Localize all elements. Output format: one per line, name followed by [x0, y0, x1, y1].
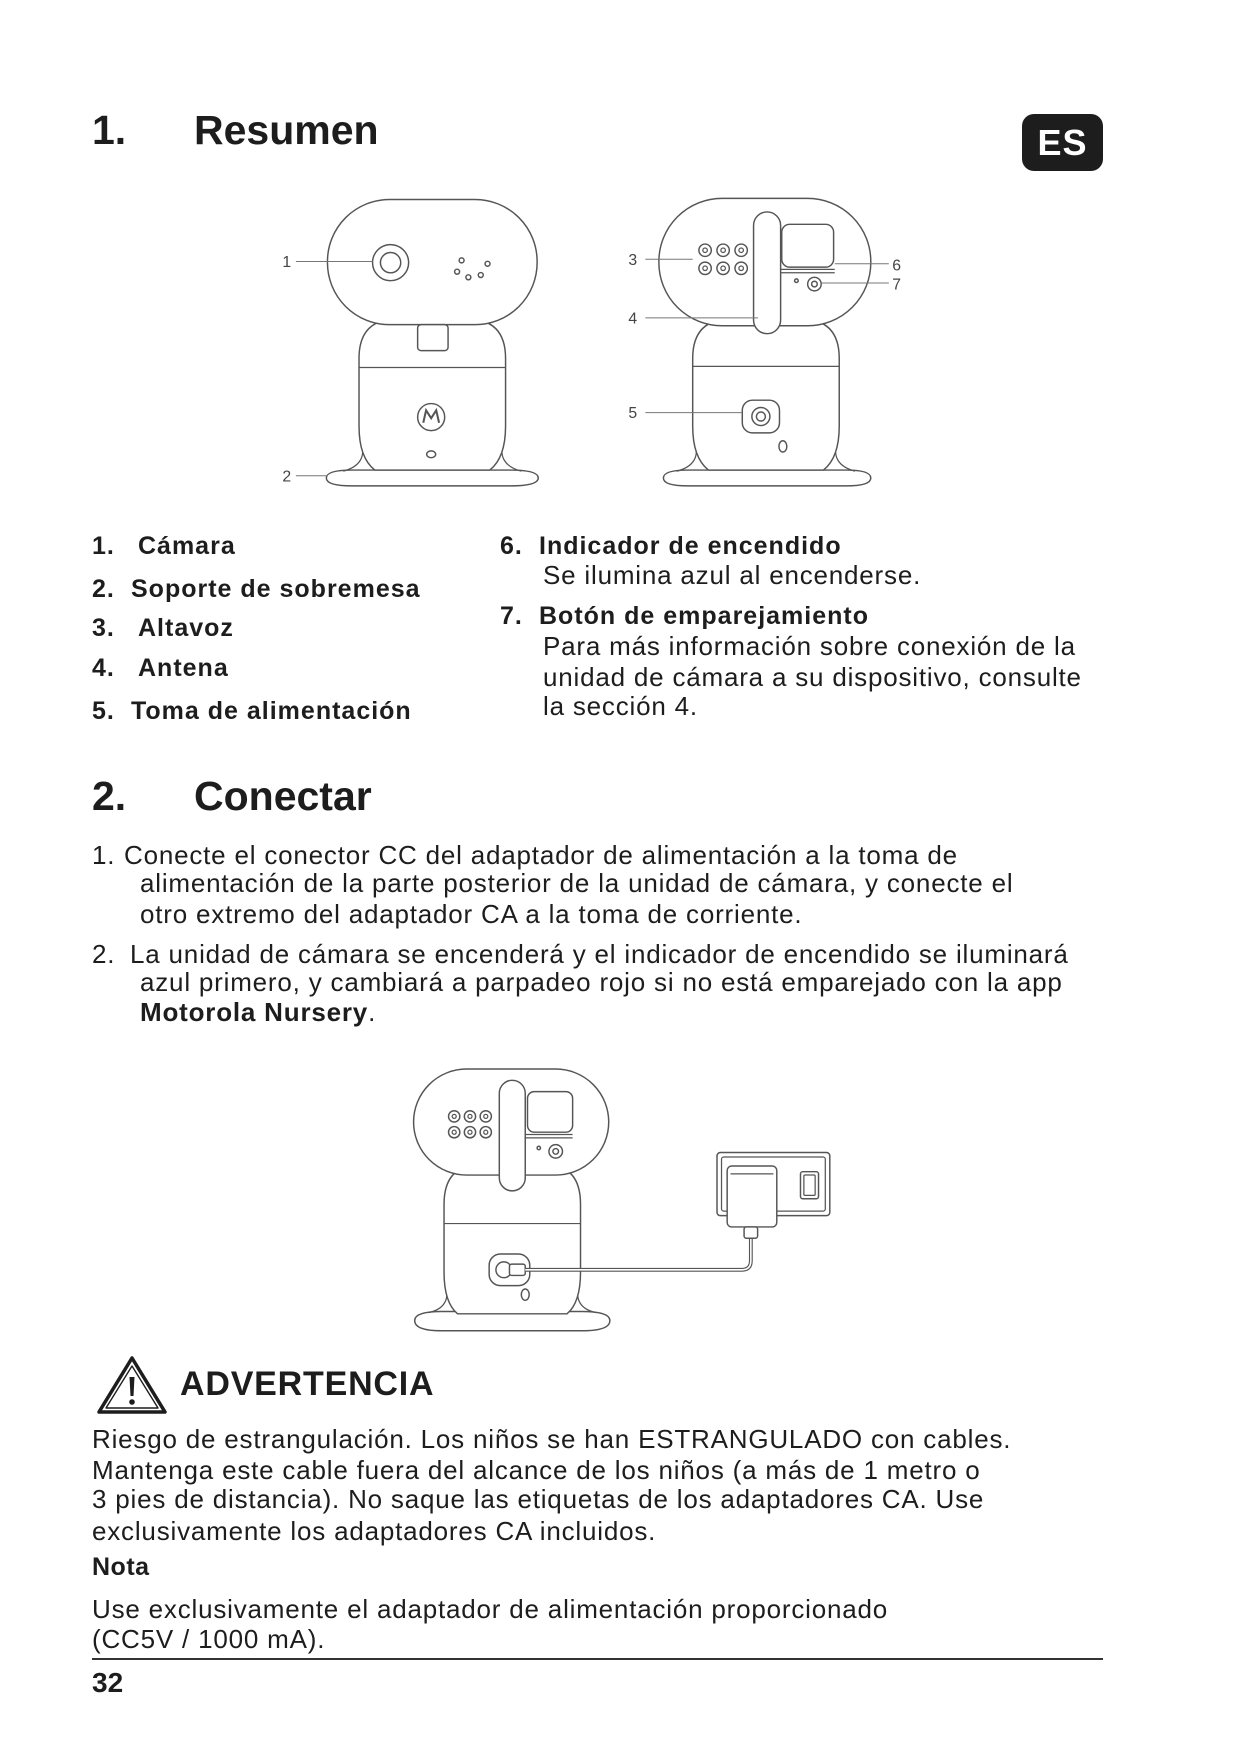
- step-line: [140, 997, 376, 1027]
- list-item-number: 6.: [500, 532, 523, 560]
- back-small-dot: [795, 279, 799, 283]
- note-line: (CC5V / 1000 mA).: [92, 1624, 326, 1654]
- speaker-hole: [717, 244, 729, 256]
- list-item-number: 1.: [92, 532, 115, 560]
- warning-line: 3 pies de distancia). No saque las etiquetas de los adaptadores CA. Use: [92, 1484, 985, 1514]
- speaker-hole: [449, 1127, 460, 1138]
- list-item-number: 7.: [500, 602, 523, 630]
- list-item-number: 2.: [92, 575, 115, 603]
- lens-inner: [380, 253, 400, 273]
- power-socket-icon: [742, 400, 779, 433]
- list-item: [92, 652, 115, 684]
- stand-flare-left: [428, 1286, 447, 1313]
- warning-line: exclusivamente los adaptadores CA incluidos.: [92, 1516, 657, 1546]
- note-title: Nota: [92, 1553, 150, 1581]
- speaker-hole: [699, 244, 711, 256]
- callout-3: 3: [628, 251, 638, 269]
- antenna: [754, 212, 781, 334]
- warning-line: Mantenga este cable fuera del alcance de los niños (a más de 1 metro o: [92, 1455, 981, 1485]
- front-neck: [418, 325, 448, 351]
- camera-lens-icon: [373, 245, 409, 281]
- note-line: Use exclusivamente el adaptador de alimentación proporcionado: [92, 1594, 889, 1624]
- outlet-slot: [800, 1172, 818, 1199]
- camera-overview-diagram: [271, 186, 925, 496]
- back-label-panel: [782, 224, 834, 267]
- list-item-number: 3.: [92, 614, 115, 642]
- step-number: 2.: [92, 939, 116, 969]
- speaker-hole: [735, 262, 747, 274]
- socket-pin: [756, 412, 765, 421]
- section-2-number: 2.: [92, 773, 127, 819]
- language-badge: ES: [1022, 114, 1103, 171]
- callout-1: 1: [282, 254, 292, 272]
- camera-back-illustration: [414, 1069, 610, 1331]
- list-item-label: Toma de alimentación: [131, 697, 412, 725]
- reset-hole: [521, 1289, 529, 1300]
- mic-hole: [478, 273, 483, 278]
- list-item-description: Se ilumina azul al encenderse.: [543, 560, 922, 590]
- list-item-description: la sección 4.: [543, 691, 698, 721]
- list-item-label: Soporte de sobremesa: [131, 575, 421, 603]
- warning-title: ADVERTENCIA: [180, 1365, 435, 1403]
- list-item-label: Altavoz: [138, 614, 234, 642]
- speaker-hole: [480, 1111, 491, 1122]
- mic-hole: [466, 275, 471, 280]
- step-line: Conecte el conector CC del adaptador de alimentación a la toma de: [124, 840, 958, 870]
- speaker-hole: [480, 1127, 491, 1138]
- front-stand-flare-left: [343, 442, 362, 471]
- back-stand-flare-right: [836, 442, 855, 471]
- stand-flare-right: [578, 1286, 597, 1313]
- pairing-button-center: [553, 1149, 559, 1155]
- label-panel: [528, 1092, 573, 1133]
- step-line: otro extremo del adaptador CA a la toma de corriente.: [140, 899, 803, 929]
- list-item: [92, 612, 115, 644]
- step-line: azul primero, y cambiará a parpadeo rojo si no está emparejado con la app: [140, 967, 1063, 997]
- front-head: [327, 200, 537, 325]
- list-item-label: Cámara: [138, 532, 236, 560]
- front-stand-base: [326, 470, 538, 486]
- callout-4: 4: [628, 310, 638, 328]
- camera-connection-diagram: [400, 1060, 840, 1342]
- step-line: alimentación de la parte posterior de la unidad de cámara, y conecte el: [140, 868, 1014, 898]
- list-item-number: 4.: [92, 654, 115, 682]
- antenna: [499, 1080, 525, 1191]
- section-1-title: Resumen: [194, 107, 379, 153]
- front-indicator: [427, 451, 436, 458]
- list-item: [92, 530, 115, 562]
- speaker-hole: [699, 262, 711, 274]
- exclamation-dot: [129, 1399, 135, 1405]
- power-adapter-icon: [727, 1166, 777, 1238]
- section-2-title: Conectar: [194, 773, 372, 819]
- app-name: Motorola Nursery: [140, 997, 369, 1027]
- list-item-label: Antena: [138, 654, 229, 682]
- warning-triangle-icon: [96, 1355, 168, 1415]
- warning-line: Riesgo de estrangulación. Los niños se han ESTRANGULADO con cables.: [92, 1424, 1012, 1454]
- small-dot: [537, 1146, 540, 1149]
- list-item-label: Botón de emparejamiento: [539, 602, 869, 630]
- back-stand-flare-left: [677, 442, 696, 471]
- list-item-description: unidad de cámara a su dispositivo, consulte: [543, 662, 1082, 692]
- callout-6: 6: [892, 257, 901, 275]
- footer-rule: [92, 1658, 1103, 1660]
- speaker-hole: [464, 1127, 475, 1138]
- list-item-number: 5.: [92, 697, 115, 725]
- back-reset-hole: [779, 441, 787, 452]
- speaker-hole: [449, 1111, 460, 1122]
- list-item-description: Para más información sobre conexión de la: [543, 631, 1076, 661]
- back-stand-base: [663, 470, 870, 486]
- callout-5: 5: [628, 405, 638, 423]
- camera-front-illustration: [326, 200, 538, 486]
- list-item: [92, 695, 115, 727]
- mic-hole: [459, 258, 464, 263]
- pairing-button-center: [812, 281, 818, 287]
- step-number: 1.: [92, 840, 116, 870]
- camera-back-illustration: [659, 198, 871, 485]
- page-number: 32: [92, 1667, 124, 1698]
- list-item-label: Indicador de encendido: [539, 532, 842, 560]
- speaker-hole: [464, 1111, 475, 1122]
- exclamation-bar: [130, 1377, 135, 1396]
- step-line-end: .: [368, 997, 377, 1027]
- motorola-logo-icon: [418, 404, 445, 431]
- dc-plug: [509, 1264, 525, 1275]
- mic-hole: [485, 261, 490, 266]
- speaker-hole: [717, 262, 729, 274]
- callout-7: 7: [892, 276, 901, 294]
- pairing-button-icon: [808, 277, 822, 291]
- adapter-plug-tip: [744, 1227, 758, 1238]
- list-item: [92, 573, 115, 605]
- mic-hole: [455, 269, 460, 274]
- back-body: [693, 319, 840, 470]
- callout-2: 2: [282, 468, 292, 486]
- front-stand-flare-right: [502, 442, 521, 471]
- speaker-hole: [735, 244, 747, 256]
- section-1-number: 1.: [92, 107, 127, 153]
- step-line: La unidad de cámara se encenderá y el indicador de encendido se iluminará: [130, 939, 1069, 969]
- adapter-body: [727, 1166, 777, 1227]
